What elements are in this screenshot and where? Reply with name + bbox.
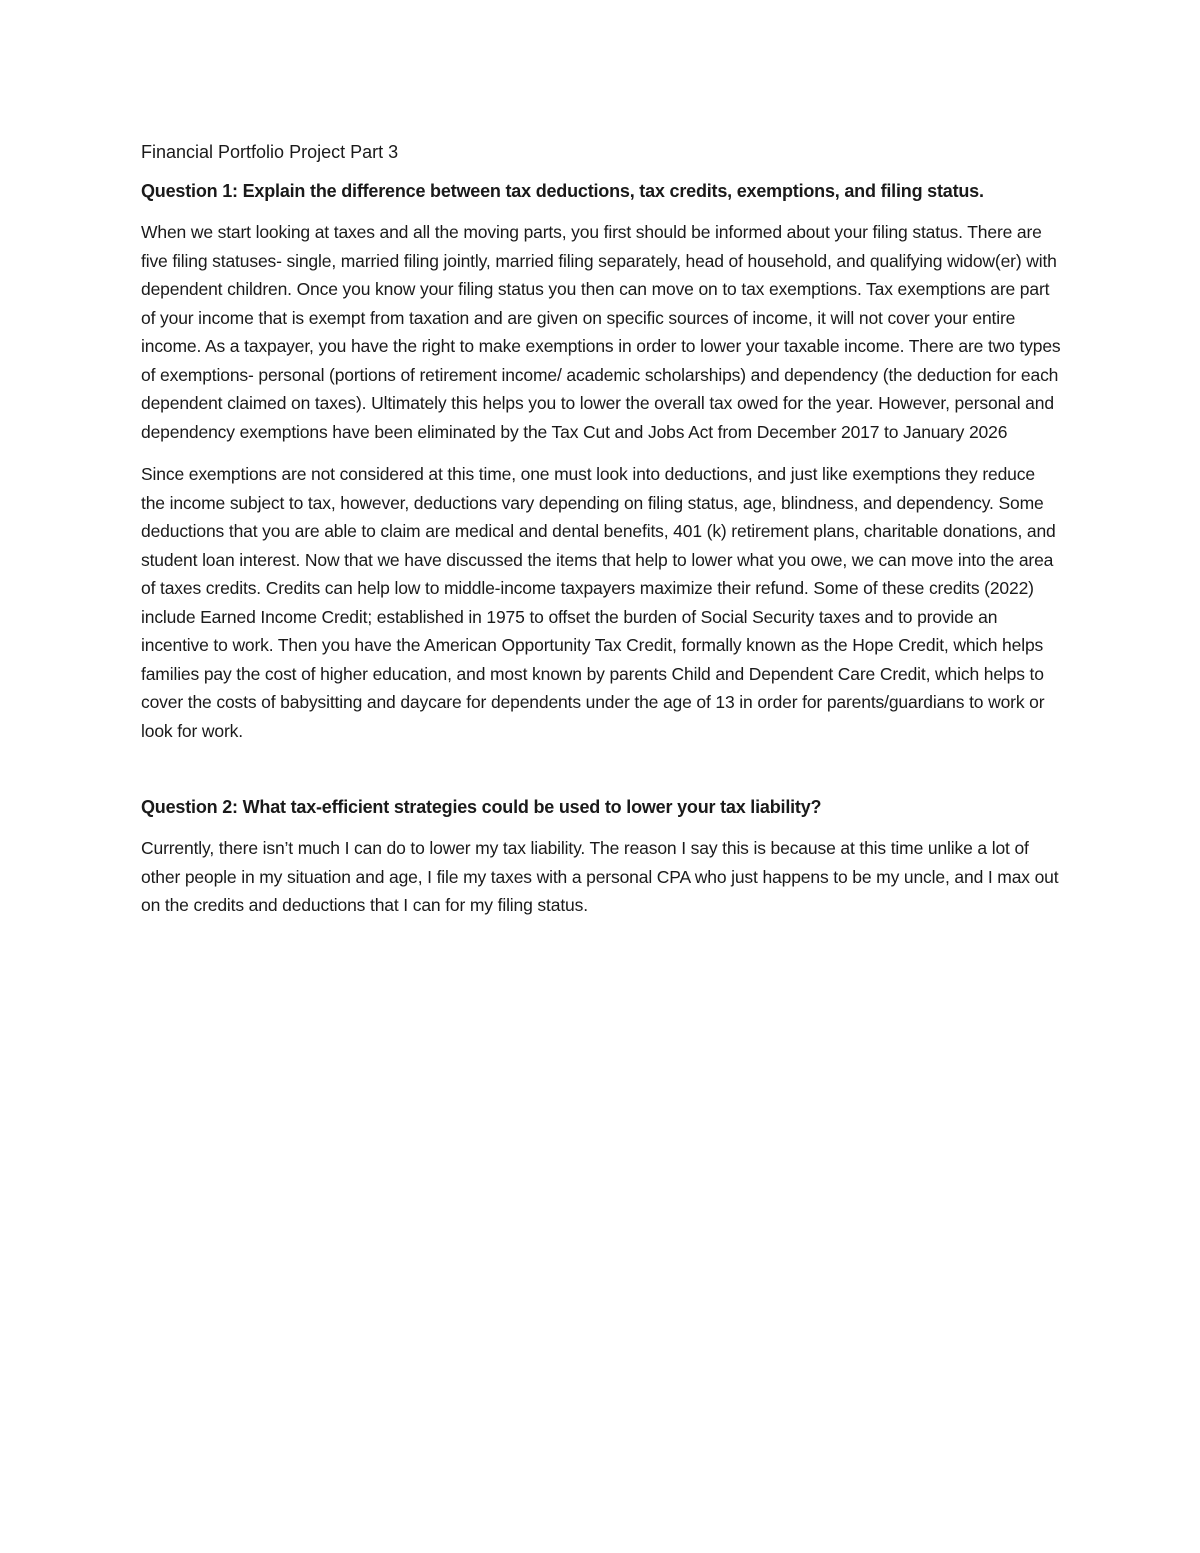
- document-body: [141, 138, 1061, 934]
- section-spacer: [141, 759, 1061, 793]
- question-1-paragraph-1: When we start looking at taxes and all the moving parts, you first should be informed about your filing status. There are five filing statuses- single, married filing jointly, married filing separately, head of household, and qualifying widow(er) with dependent children. Once you know your filing status you then can move on to tax exemptions. Tax exemptions are part of your income that is exempt from taxation and are given on specific sources of income, it will not cover your entire income. As a taxpayer, you have the right to make exemptions in order to lower your taxable income. There are two types of exemptions- personal (portions of retirement income/ academic scholarships) and dependency (the deduction for each dependent claimed on taxes). Ultimately this helps you to lower the overall tax owed for the year. However, personal and dependency exemptions have been eliminated by the Tax Cut and Jobs Act from December 2017 to January 2026: [141, 222, 1061, 442]
- question-1-paragraph-2: Since exemptions are not considered at this time, one must look into deductions, and just like exemptions they reduce the income subject to tax, however, deductions vary depending on filing status, age, blindness, and dependency. Some deductions that you are able to claim are medical and dental benefits, 401 (k) retirement plans, charitable donations, and student loan interest. Now that we have discussed the items that help to lower what you owe, we can move into the area of taxes credits. Credits can help low to middle-income taxpayers maximize their refund. Some of these credits (2022) include Earned Income Credit; established in 1975 to offset the burden of Social Security taxes and to provide an incentive to work. Then you have the American Opportunity Tax Credit, formally known as the Hope Credit, which helps families pay the cost of higher education, and most known by parents Child and Dependent Care Credit, which helps to cover the costs of babysitting and daycare for dependents under the age of 13 in order for parents/guardians to work or look for work.: [141, 464, 1056, 741]
- question-1-heading: Question 1: Explain the difference between tax deductions, tax credits, exemptions, and filing status.: [141, 181, 984, 201]
- question-2-heading: Question 2: What tax-efficient strategies could be used to lower your tax liability?: [141, 797, 822, 817]
- document-title: Financial Portfolio Project Part 3: [141, 142, 399, 162]
- question-2-paragraph-1: Currently, there isn’t much I can do to lower my tax liability. The reason I say this is because at this time unlike a lot of other people in my situation and age, I file my taxes with a personal CPA who just happens to be my uncle, and I max out on the credits and deductions that I can for my filing status.: [141, 838, 1059, 915]
